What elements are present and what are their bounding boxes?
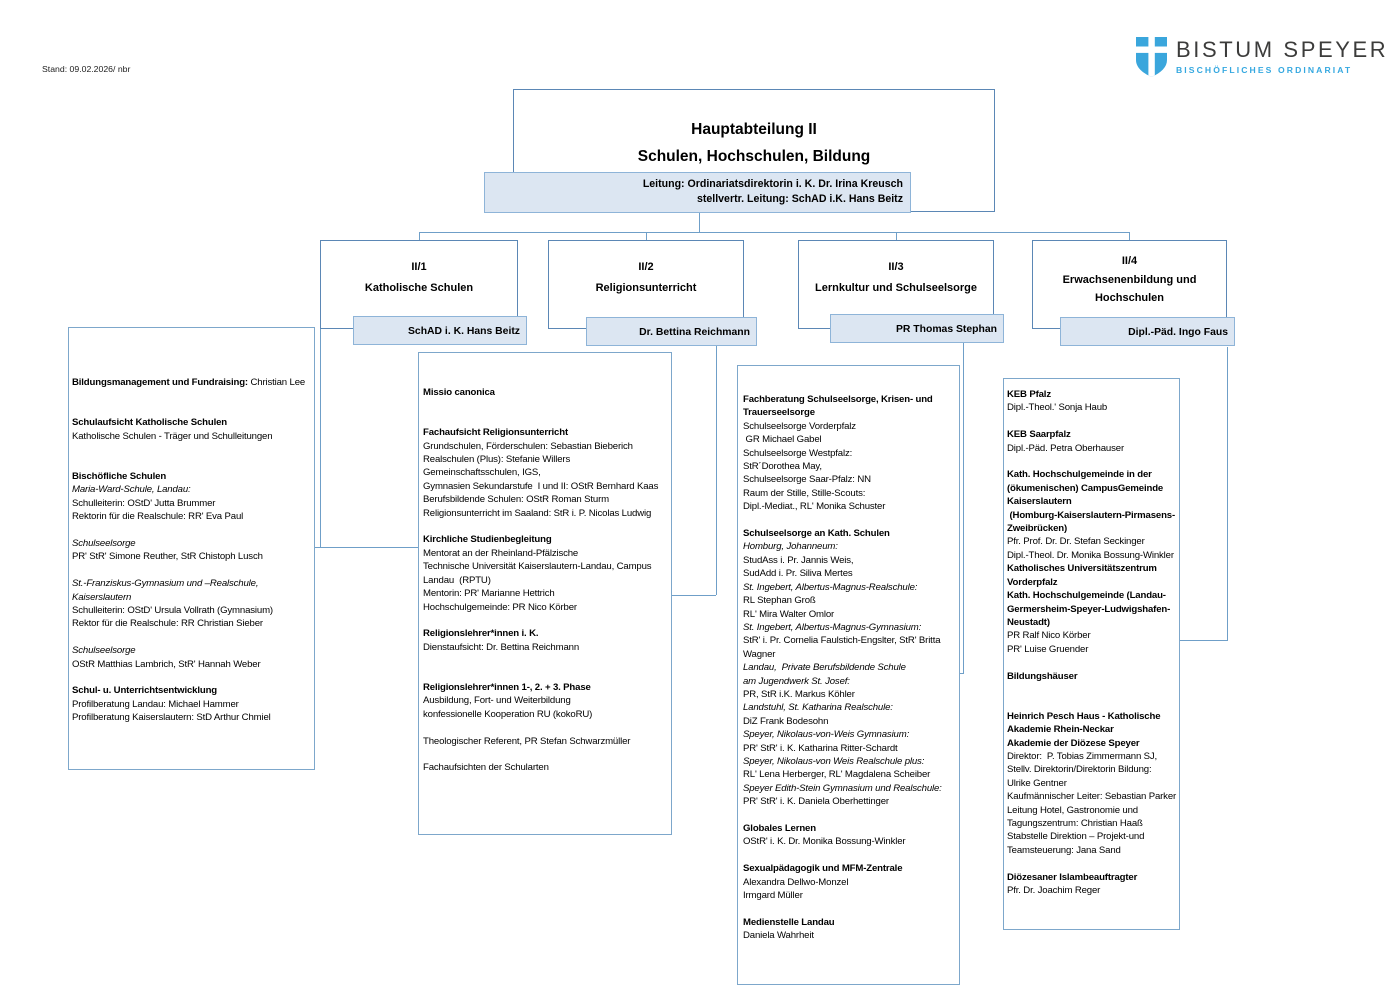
main-unit-title: Hauptabteilung II [691,121,817,138]
org-line: Teamsteuerung: Jana Sand [1007,844,1121,856]
org-line: Schulaufsicht Katholische Schulen [72,417,227,429]
org-line: PR, StR i.K. Markus Köhler [743,688,855,700]
org-line: Speyer Edith-Stein Gymnasium und Realschule: [743,782,942,794]
department-code: II/1 [411,261,427,273]
org-line: Tagungszentrum: Christian Haaß [1007,818,1143,829]
column-text-ii4 [1004,379,1179,897]
leadership-line-2: stellvertr. Leitung: SchAD i.K. Hans Beitz [696,193,903,205]
department-code: II/2 [638,261,654,273]
department-box-ii4 [1032,240,1227,329]
org-line [1004,857,1179,870]
org-line: Dipl.-Theol. Dr. Monika Bossung-Winkler [1007,549,1174,561]
connector-line [1180,640,1228,641]
org-line: Wagner [743,648,776,660]
org-line: Trauerseelsorge [743,407,815,419]
org-line: Rektorin für die Realschule: RR' Eva Paul [72,511,244,523]
org-line: Fachberatung Schulseelsorge, Krisen- und [743,394,933,405]
org-line: KEB Pfalz [1007,389,1051,400]
org-line: am Jugendwerk St. Josef: [743,675,850,687]
connector-line [419,232,420,240]
org-line: PR' StR' Simone Reuther, StR Chistoph Lusch [72,551,263,563]
org-line: KEB Saarpfalz [1007,429,1071,441]
org-line [1004,696,1179,709]
org-line: RL Stephan Groß [743,595,816,607]
org-line: Gymnasien Sekundarstufe I und II: OStR Bernhard Kaas [423,480,659,492]
column-text-ii3 [738,366,959,943]
org-line: GR Michael Gabel [743,434,822,446]
department-code: II/3 [888,261,904,273]
org-line: Fachaufsichten der Schularten [423,762,549,774]
org-line: Globales Lernen [743,823,816,834]
org-line [69,564,314,577]
org-line: Fachaufsicht Religionsunterricht [423,427,568,439]
leadership-bar [484,172,911,213]
leader-name: Dipl.-Päd. Ingo Faus [1128,327,1228,338]
column-text-ii1 [69,328,314,725]
connector-line [315,547,418,548]
org-line: Schulseelsorge [72,537,136,549]
org-line: (ökumenischen) CampusGemeinde [1007,482,1164,494]
org-line [738,809,959,822]
department-name: Lernkultur und Schulseelsorge [815,282,977,294]
org-line [1004,455,1179,468]
leader-name: PR Thomas Stephan [895,324,997,335]
org-line: Religionsunterricht im Saaland: StR i. P. Nicolas Ludwig [423,507,652,519]
logo-wordmark: BISTUM SPEYER [1176,37,1389,62]
column-text-ii2 [419,353,671,775]
org-line [69,443,314,456]
detail-column-ii2 [418,352,672,835]
connector-line [699,213,700,232]
org-line: (Homburg-Kaiserslautern-Pirmasens- [1007,509,1176,521]
org-line: Profilberatung Kaiserslautern: StD Arthur Chmiel [72,712,271,724]
org-line: St.-Franziskus-Gymnasium und –Realschule, [72,578,259,590]
org-line: Katholische Schulen - Träger und Schulleitungen [72,430,273,442]
connector-line [646,232,647,240]
org-line: St. Ingebert, Albertus-Magnus-Realschule: [743,581,918,593]
org-line [69,631,314,644]
org-line: Katholisches Universitätszentrum [1007,563,1157,575]
org-line: Stabstelle Direktion – Projekt-und [1007,831,1145,843]
department-name: Katholische Schulen [364,282,474,294]
org-line: Landstuhl, St. Katharina Realschule: [743,702,893,714]
org-line: Schulleiterin: OStD' Ursula Vollrath (Gymnasium) [72,604,273,616]
leader-bar-ii3 [830,314,1004,343]
org-line: Kirchliche Studienbegleitung [423,534,552,546]
org-line: StR´Dorothea May, [743,461,822,473]
org-line: konfessionelle Kooperation RU (kokoRU) [423,708,593,720]
org-line: Bildungshäuser [1007,670,1078,682]
org-line: Religionslehrer*innen 1-, 2. + 3. Phase [423,681,591,693]
connector-line [716,346,717,595]
org-line [69,389,314,402]
org-line: Mentorin: PR' Marianne Hettrich [423,588,555,600]
leader-name: Dr. Bettina Reichmann [639,327,750,338]
org-line: Schulseelsorge Westpfalz: [743,447,853,459]
org-line: Akademie Rhein-Neckar [1007,724,1114,736]
org-line [1004,415,1179,428]
org-line: Dienstaufsicht: Dr. Bettina Reichmann [423,641,580,653]
org-line: Kaiserslautern [1007,496,1072,508]
connector-line [896,232,897,240]
org-line: Religionslehrer*innen i. K. [423,628,539,640]
leader-bar-ii1 [353,316,527,345]
department-name: Religionsunterricht [595,282,697,294]
org-line: Speyer, Nikolaus-von Weis Realschule plus: [743,755,925,767]
org-line: Kath. Hochschulgemeinde in der [1007,469,1152,481]
org-line: PR' StR' i. K. Katharina Ritter-Schardt [743,742,898,754]
org-line: PR' Luise Gruender [1007,643,1089,655]
org-line: Kaufmännischer Leiter: Sebastian Parker [1007,791,1177,803]
org-line: Ausbildung, Fort- und Weiterbildung [423,695,571,707]
org-line [1004,683,1179,696]
org-line: Diözesaner Islambeauftragter [1007,871,1138,883]
org-line [419,748,671,761]
org-line: Schulseelsorge Vorderpfalz [743,420,856,432]
org-line: Schulleiterin: OStD' Jutta Brummer [72,497,216,509]
org-line: Daniela Wahrheit [743,930,814,942]
org-line [738,849,959,862]
org-line: Realschulen (Plus): Stefanie Willers [423,454,571,466]
department-box-ii2 [548,240,744,329]
org-line: Landau, Private Berufsbildende Schule [743,662,906,674]
org-line: Maria-Ward-Schule, Landau: [72,484,191,496]
org-line: Neustadt) [1007,616,1050,628]
org-line: St. Ingebert, Albertus-Magnus-Gymnasium: [743,621,922,633]
org-line: Technische Universität Kaiserslautern-Landau, Campus [423,561,652,573]
org-line: Profilberatung Landau: Michael Hammer [72,698,239,710]
org-line [419,413,671,426]
org-line [419,399,671,412]
org-line: Dipl.-Mediat., RL' Monika Schuster [743,501,886,513]
org-line: Germersheim-Speyer-Ludwigshafen- [1007,603,1171,615]
org-line: Sexualpädagogik und MFM-Zentrale [743,863,903,875]
department-code: II/4 [1121,255,1138,267]
org-line: Pfr. Prof. Dr. Dr. Stefan Seckinger [1007,536,1145,548]
connector-line [1129,232,1130,240]
org-line: Zweibrücken) [1007,523,1068,535]
org-line: Schulseelsorge an Kath. Schulen [743,528,890,540]
org-line: Kaiserslautern [72,591,132,603]
org-line: Speyer, Nikolaus-von-Weis Gymnasium: [743,729,910,741]
detail-column-ii4 [1003,378,1180,930]
org-line [69,456,314,469]
org-line: Berufsbildende Schulen: OStR Roman Sturm [423,494,609,506]
org-line: StudAss i. Pr. Jannis Weis, [743,554,854,566]
org-line: RL' Lena Herberger, RL' Magdalena Scheiber [743,769,931,781]
org-line: PR Ralf Nico Körber [1007,630,1091,642]
connector-line [320,329,321,547]
org-line [1004,656,1179,669]
org-line: Irmgard Müller [743,890,803,902]
org-line [419,654,671,667]
org-line: Heinrich Pesch Haus - Katholische [1007,710,1161,722]
org-line: RL' Mira Walter Omlor [743,608,835,620]
org-line: Akademie der Diözese Speyer [1007,737,1140,749]
department-name: Erwachsenenbildung und Hochschulen [1062,274,1197,304]
org-line: Medienstelle Landau [743,916,835,928]
leader-name: SchAD i. K. Hans Beitz [407,326,520,337]
connector-line [963,343,964,673]
org-line: Dipl.-Päd. Petra Oberhauser [1007,442,1124,454]
org-line: PR' StR' i. K. Daniela Oberhettinger [743,796,889,808]
org-line: Raum der Stille, Stille-Scouts: [743,487,866,499]
org-line [69,403,314,416]
org-line: Landau (RPTU) [423,574,491,586]
leader-bar-ii2 [586,317,757,346]
leader-bar-ii4 [1060,317,1235,346]
org-line [419,520,671,533]
org-line: Ulrike Gentner [1007,777,1067,789]
org-line: Grundschulen, Förderschulen: Sebastian Bieberich [423,440,633,452]
org-line: Missio canonica [423,387,495,398]
org-line: Gemeinschaftsschulen, IGS, [423,467,541,479]
org-line: Hochschulgemeinde: PR Nico Körber [423,601,577,613]
connector-line [419,232,1129,233]
shield-cross-icon [1136,37,1167,77]
org-line: Schul- u. Unterrichtsentwicklung [72,685,217,697]
org-line: Bischöfliche Schulen [72,470,167,482]
org-line [738,902,959,915]
org-line: Dipl.-Theol.' Sonja Haub [1007,402,1108,414]
logo-text [1176,37,1388,75]
org-line [69,671,314,684]
main-unit-subtitle: Schulen, Hochschulen, Bildung [637,148,871,165]
diocese-logo [1136,37,1388,77]
org-line [69,523,314,536]
org-line: StR' i. Pr. Cornelia Faulstich-Engslter, StR' Britta [743,635,941,647]
detail-column-ii1 [68,327,315,770]
org-line: Stellv. Direktorin/Direktorin Bildung: [1007,764,1152,776]
org-line: Vorderpfalz [1007,576,1058,588]
leadership-line-1: Leitung: Ordinariatsdirektorin i. K. Dr. Irina Kreusch [642,178,903,190]
org-line: Mentorat an der Rheinland-Pfälzische [423,547,579,559]
connector-line [1227,347,1228,640]
org-line: Pfr. Dr. Joachim Reger [1007,885,1101,897]
org-line: DiZ Frank Bodesohn [743,715,829,727]
org-line [419,721,671,734]
org-line: Schulseelsorge [72,645,136,657]
logo-subtitle: BISCHÖFLICHES ORDINARIAT [1176,65,1353,75]
detail-column-ii3 [737,365,960,985]
org-line: Kath. Hochschulgemeinde (Landau- [1007,590,1166,602]
connector-line [672,595,716,596]
org-line [419,668,671,681]
org-line: Direktor: P. Tobias Zimmermann SJ, [1007,750,1158,762]
org-line: Homburg, Johanneum: [743,541,838,553]
org-line: Bildungsmanagement und Fundraising: Christian Lee [72,377,306,388]
org-line: Schulseelsorge Saar-Pfalz: NN [743,474,871,486]
org-line: Rektor für die Realschule: RR Christian Sieber [72,618,263,630]
org-line: Leitung Hotel, Gastronomie und [1007,804,1138,816]
org-line: Alexandra Dellwo-Monzel [743,876,849,888]
org-line: OStR' i. K. Dr. Monika Bossung-Winkler [743,836,906,848]
org-line: OStR Matthias Lambrich, StR' Hannah Weber [72,658,261,670]
org-line: SudAdd i. Pr. Siliva Mertes [743,568,853,580]
stand-note: Stand: 09.02.2026/ nbr [42,64,131,74]
org-line [738,514,959,527]
org-line [419,614,671,627]
org-line: Theologischer Referent, PR Stefan Schwarzmüller [423,735,631,747]
